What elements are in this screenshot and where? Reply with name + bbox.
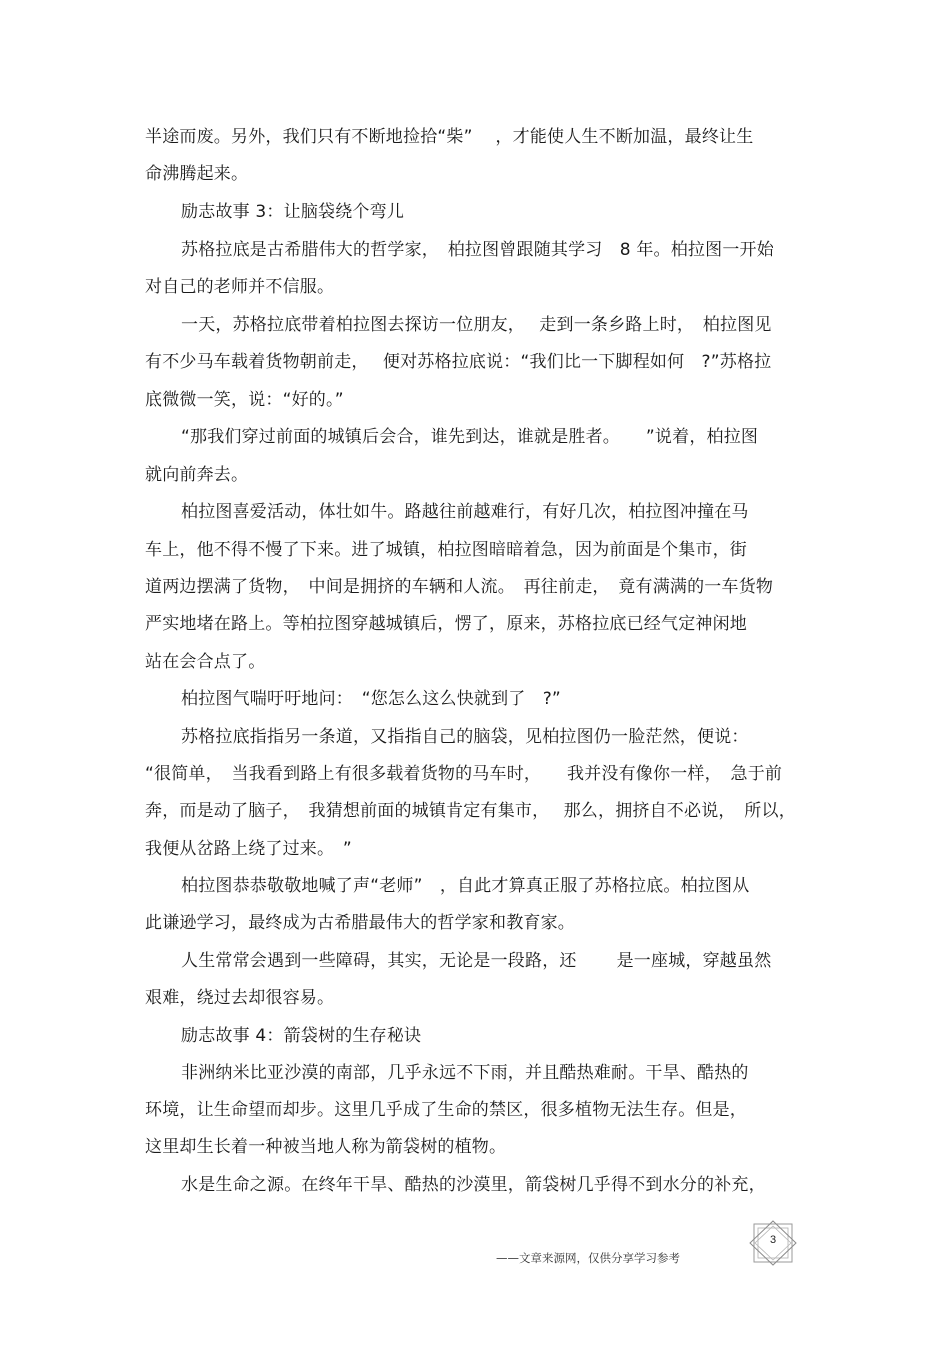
body-text-line: 对自己的老师并不信服。 xyxy=(145,277,335,297)
footer-source-note: ——文章来源网，仅供分享学习参考 xyxy=(496,1251,680,1265)
body-text-line: 严实地堵在路上。等柏拉图穿越城镇后，愣了，原来，苏格拉底已经气定神闲地 xyxy=(145,614,747,634)
body-text-line: 环境，让生命望而却步。这里几乎成了生命的禁区，很多植物无法生存。但是， xyxy=(145,1100,747,1120)
body-text-line: 此谦逊学习，最终成为古希腊最伟大的哲学家和教育家。 xyxy=(145,913,575,933)
page-number-badge xyxy=(748,1220,798,1266)
body-text-line: 我便从岔路上绕了过来。 ” xyxy=(145,839,352,859)
body-text-line: 柏拉图恭恭敬敬地喊了声“老师” ，自此才算真正服了苏格拉底。柏拉图从 xyxy=(181,876,750,896)
body-text-line: 非洲纳米比亚沙漠的南部，几乎永远不下雨，并且酷热难耐。干旱、酷热的 xyxy=(181,1063,749,1083)
body-text-line: 站在会合点了。 xyxy=(145,652,266,672)
body-text-line: 命沸腾起来。 xyxy=(145,164,249,184)
body-text-line: 苏格拉底指指另一条道，又指指自己的脑袋，见柏拉图仍一脸茫然，便说： xyxy=(181,727,749,747)
body-text-line: 柏拉图喜爱活动，体壮如牛。路越往前越难行，有好几次，柏拉图冲撞在马 xyxy=(181,502,749,522)
body-text-line: 一天，苏格拉底带着柏拉图去探访一位朋友， 走到一条乡路上时， 柏拉图见 xyxy=(181,315,772,335)
body-text-line: 艰难，绕过去却很容易。 xyxy=(145,988,335,1008)
page-number: 3 xyxy=(769,1234,777,1246)
section-heading: 励志故事 3：让脑袋绕个弯儿 xyxy=(181,202,405,222)
body-text-line: 水是生命之源。在终年干旱、酷热的沙漠里，箭袋树几乎得不到水分的补充， xyxy=(181,1175,766,1195)
body-text-line: 苏格拉底是古希腊伟大的哲学家， 柏拉图曾跟随其学习 8 年。柏拉图一开始 xyxy=(181,240,774,260)
body-text-line: 这里却生长着一种被当地人称为箭袋树的植物。 xyxy=(145,1137,507,1157)
body-text-line: 有不少马车载着货物朝前走， 便对苏格拉底说：“我们比一下脚程如何 ?”苏格拉 xyxy=(145,352,772,372)
body-text-line: 半途而废。另外，我们只有不断地捡拾“柴” ，才能使人生不断加温，最终让生 xyxy=(145,127,754,147)
body-text-line: 道两边摆满了货物， 中间是拥挤的车辆和人流。 再往前走， 竟有满满的一车货物 xyxy=(145,577,774,597)
body-text-line: 柏拉图气喘吁吁地问： “您怎么这么快就到了 ?” xyxy=(181,689,561,709)
body-text-line: 人生常常会遇到一些障碍，其实，无论是一段路，还 是一座城，穿越虽然 xyxy=(181,951,772,971)
section-heading: 励志故事 4：箭袋树的生存秘诀 xyxy=(181,1026,422,1046)
body-text-line: “那我们穿过前面的城镇后会合，谁先到达，谁就是胜者。 ”说着，柏拉图 xyxy=(181,427,759,447)
body-text-line: 车上，他不得不慢了下来。进了城镇，柏拉图暗暗着急，因为前面是个集市，街 xyxy=(145,540,747,560)
body-text-line: 底微微一笑，说：“好的。” xyxy=(145,390,344,410)
body-text-line: “很简单， 当我看到路上有很多载着货物的马车时， 我并没有像你一样， 急于前 xyxy=(145,764,783,784)
body-text-line: 奔，而是动了脑子， 我猜想前面的城镇肯定有集市， 那么，拥挤自不必说， 所以， xyxy=(145,801,796,821)
body-text-line: 就向前奔去。 xyxy=(145,465,249,485)
